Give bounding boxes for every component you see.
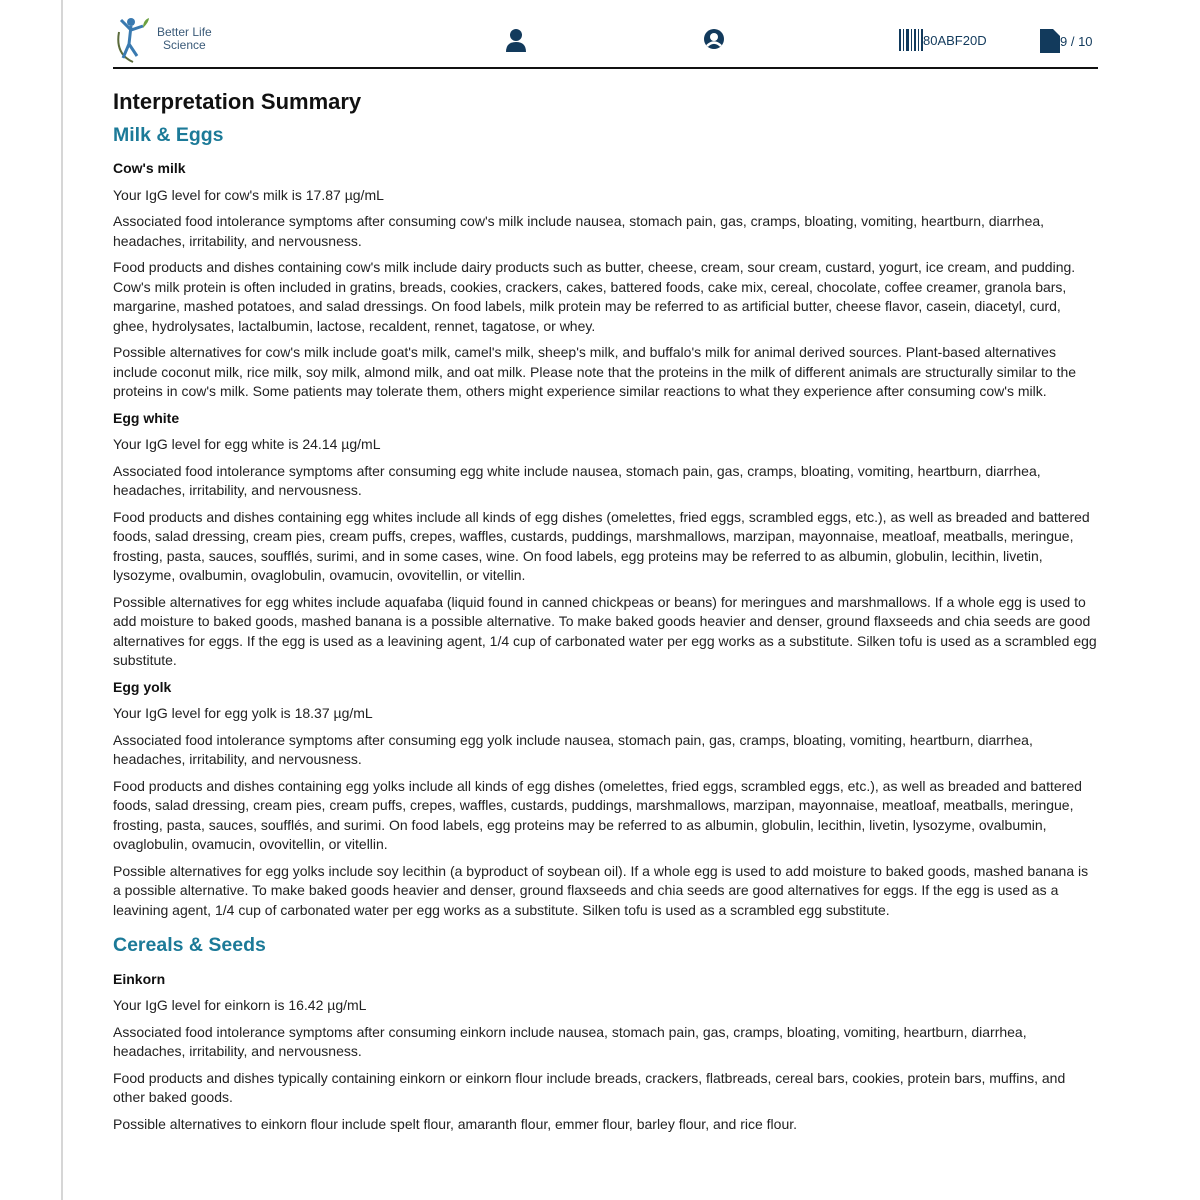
food-symptoms: Associated food intolerance symptoms after consuming egg white include nausea, stomach pain, gas, cramps, bloating, vomiting, heartburn, diarrhea, headaches, irritability, and nervousness. [113, 462, 1041, 498]
food-name: Egg yolk [113, 678, 172, 695]
document-body [113, 89, 1098, 1141]
sample-id [899, 29, 987, 51]
food-name: Cow's milk [113, 160, 186, 176]
food-level: Your IgG level for egg white is 24.14 µg/mL [113, 436, 381, 452]
food-level: Your IgG level for cow's milk is 17.87 µg/mL [113, 186, 384, 203]
page-header [113, 14, 1098, 69]
food-alternatives: Possible alternatives for egg yolks include soy lecithin (a byproduct of soybean oil). If a whole egg is used to add moisture to baked goods, mashed banana is a possible alternative. To make baked goods heavier and denser, ground flaxseeds and chia seeds are good alternatives for eggs. If the egg is used as a leavining agent, 1/4 cup of carbonated water per egg works as a substitute. Silken tofu is used as a scrambled egg substitute. [113, 862, 1089, 918]
page-title: Interpretation Summary [113, 89, 362, 114]
food-products: Food products and dishes containing egg whites include all kinds of egg dishes (omelettes, fried eggs, scrambled eggs, etc.), as well as breaded and battered foods, salad dressing, cream pies, cream puffs, crepes, waffles, custards, puddings, marshmallows, marzipan, mayonnaise, meatloaf, meatballs, meringue, frosting, pasta, sauces, soufflés, surimi, and in some cases, wine. On food labels, egg proteins may be referred to as albumin, globulin, lecithin, livetin, lysozyme, ovalbumin, ovaglobulin, ovamucin, ovovitellin, or vitellin. [113, 508, 1090, 583]
food-level: Your IgG level for egg yolk is 18.37 µg/mL [113, 705, 373, 721]
section-heading: Milk & Eggs [113, 123, 224, 146]
page-edge [61, 0, 63, 1200]
food-level: Your IgG level for einkorn is 16.42 µg/mL [113, 997, 367, 1013]
food-products: Food products and dishes containing cow's milk include dairy products such as butter, cheese, cream, sour cream, custard, yogurt, ice cream, and pudding. Cow's milk protein is often included in gratins, breads, cookies, crackers, cakes, battered foods, cake mix, cereal, chocolate, coffee creamer, granola bars, margarine, mashed potatoes, and salad dressings. On food labels, milk protein may be referred to as artificial butter, cheese flavor, casein, diacetyl, curd, ghee, hydrolysates, lactalbumin, lactose, recaldent, rennet, tagatose, or whey. [113, 259, 1076, 334]
page-number-text: 9 / 10 [1060, 33, 1093, 49]
food-products: Food products and dishes containing egg yolks include all kinds of egg dishes (omelettes, fried eggs, scrambled eggs, etc.), as well as breaded and battered foods, salad dressing, cream pies, cream puffs, crepes, waffles, custards, puddings, marshmallows, marzipan, mayonnaise, meatloaf, meatballs, meringue, frosting, pasta, sauces, soufflés, and surimi. On food labels, egg proteins may be referred to as albumin, globulin, lecithin, livetin, lysozyme, ovalbumin, ovaglobulin, ovamucin, ovovitellin, or vitellin. [113, 777, 1082, 852]
logo-text-line1: Better Life [157, 25, 212, 39]
document-icon [1040, 29, 1060, 53]
logo-text-line2: Science [163, 38, 206, 52]
page-number [1040, 29, 1093, 53]
food-alternatives: Possible alternatives for cow's milk include goat's milk, camel's milk, sheep's milk, and buffalo's milk for animal derived sources. Plant-based alternatives include coconut milk, rice milk, soy milk, almond milk, and oat milk. Please note that the proteins in the milk of different animals are structurally similar to the proteins in cow's milk. Some patients may tolerate them, others might experience similar reactions to what they experience after consuming cow's milk. [113, 344, 1077, 399]
logo [113, 14, 212, 64]
food-alternatives: Possible alternatives to einkorn flour include spelt flour, amaranth flour, emmer flour, barley flour, and rice flour. [113, 1115, 798, 1132]
food-symptoms: Associated food intolerance symptoms after consuming egg yolk include nausea, stomach pain, gas, cramps, bloating, vomiting, heartburn, diarrhea, headaches, irritability, and nervousness. [113, 731, 1033, 767]
patient-icon [505, 28, 527, 52]
food-name: Einkorn [113, 970, 166, 987]
food-symptoms: Associated food intolerance symptoms after consuming cow's milk include nausea, stomach pain, gas, cramps, bloating, vomiting, heartburn, diarrhea, headaches, irritability, and nervousness. [113, 213, 1045, 249]
sample-id-text: 80ABF20D [923, 32, 987, 48]
barcode-icon [899, 29, 923, 51]
food-alternatives: Possible alternatives for egg whites include aquafaba (liquid found in canned chickpeas or beans) for meringues and marshmallows. If a whole egg is used to add moisture to baked goods, mashed banana is a possible alternative. To make baked goods heavier and denser, ground flaxseeds and chia seeds are good alternatives for eggs. If the egg is used as a leavining agent, 1/4 cup of carbonated water per egg works as a substitute. Silken tofu is used as a scrambled egg substitute. [113, 593, 1097, 668]
logo-figure-icon [113, 14, 153, 64]
food-symptoms: Associated food intolerance symptoms after consuming einkorn include nausea, stomach pain, gas, cramps, bloating, vomiting, heartburn, diarrhea, headaches, irritability, and nervousness. [113, 1023, 1027, 1059]
food-products: Food products and dishes typically containing einkorn or einkorn flour include breads, crackers, flatbreads, cereal bars, cookies, protein bars, muffins, and other baked goods. [113, 1069, 1066, 1105]
food-name: Egg white [113, 409, 180, 426]
user-circle-icon [703, 28, 725, 50]
section-heading: Cereals & Seeds [113, 934, 266, 956]
